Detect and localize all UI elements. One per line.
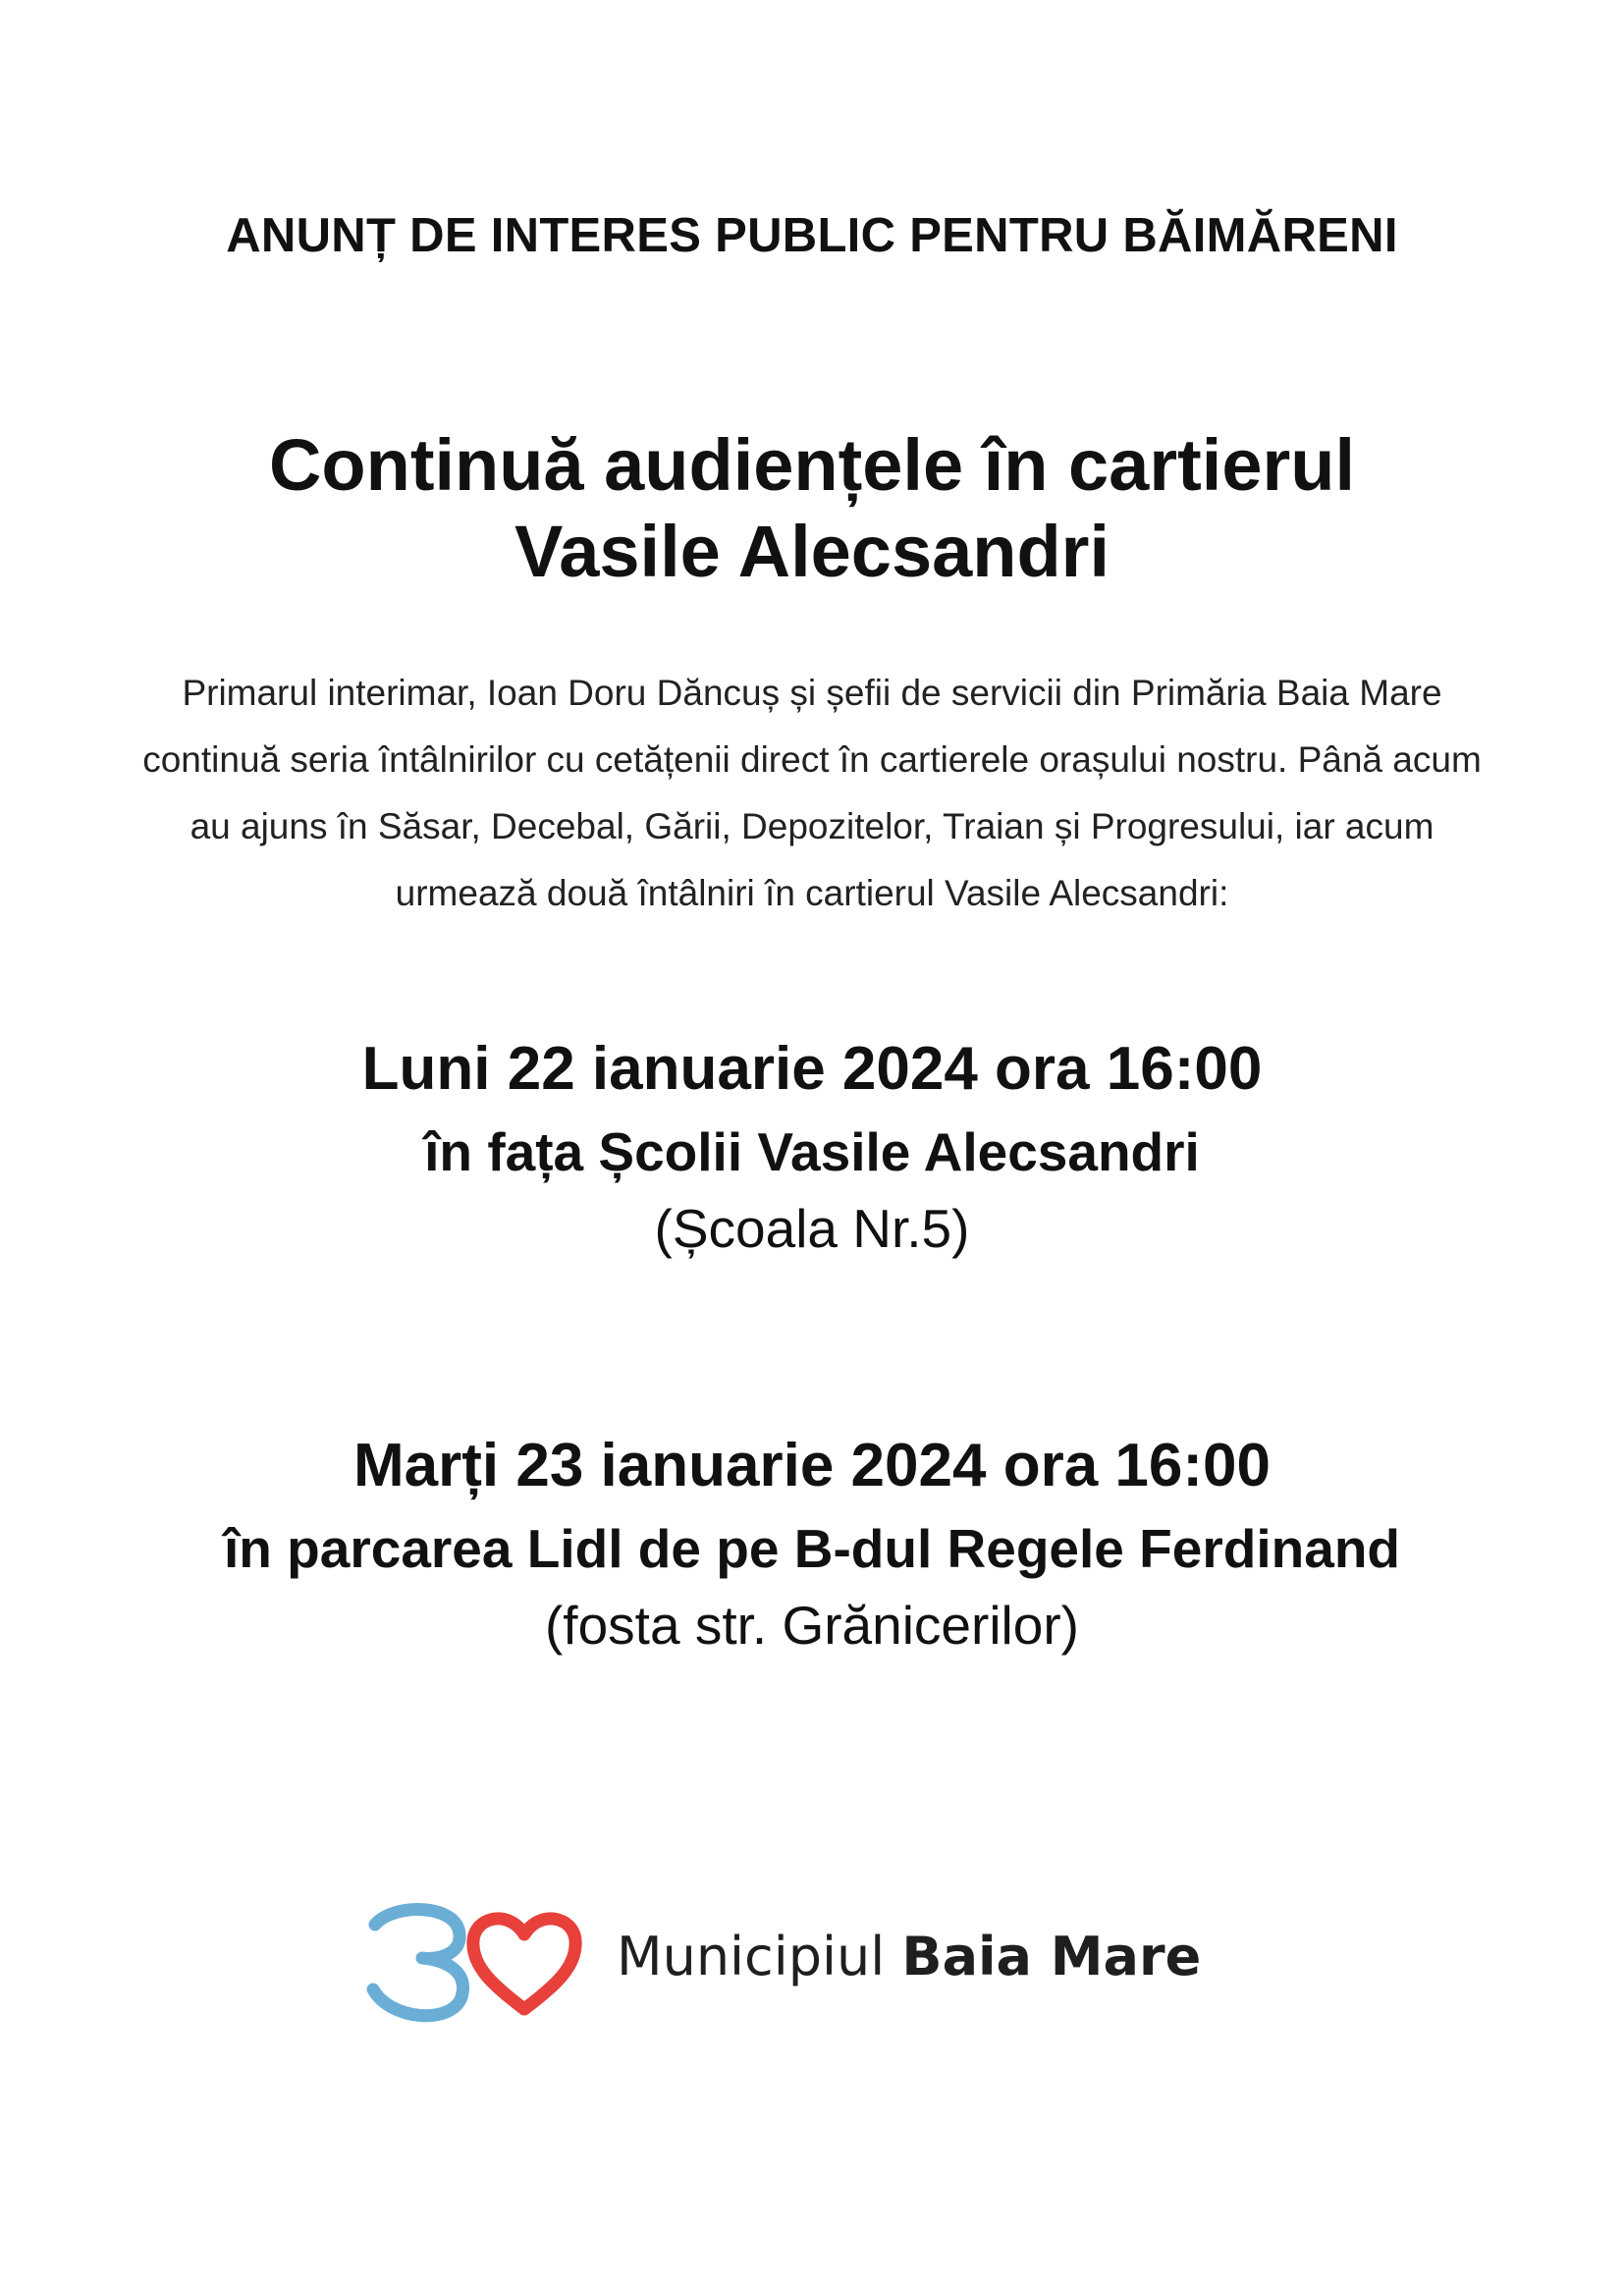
event-1-place: în fața Școlii Vasile Alecsandri	[424, 1121, 1200, 1182]
event-1-date: Luni 22 ianuarie 2024 ora 16:00	[361, 1035, 1263, 1103]
headline	[0, 422, 1624, 595]
intro-paragraph	[0, 660, 1624, 927]
municipality-logo	[363, 1895, 1247, 2023]
logo-heart-shape	[473, 1919, 575, 2009]
intro-line: Primarul interimar, Ioan Doru Dăncuș și șefii de servicii din Primăria Baia Mare	[182, 673, 1442, 713]
logo-text-regular: Municipiul	[617, 1926, 886, 1987]
headline-line-2: Vasile Alecsandri	[514, 511, 1110, 592]
event-2-place: în parcarea Lidl de pe B-dul Regele Ferdinand	[223, 1518, 1401, 1579]
intro-line: urmează două întâlniri în cartierul Vasile Alecsandri:	[395, 873, 1229, 913]
event-2-date: Marți 23 ianuarie 2024 ora 16:00	[353, 1432, 1271, 1499]
logo-text-bold: Baia Mare	[901, 1926, 1202, 1987]
event-1-note: (Școala Nr.5)	[654, 1198, 970, 1259]
logo-3m-heart-icon	[363, 1895, 599, 2023]
intro-line: au ajuns în Săsar, Decebal, Gării, Depozitelor, Traian și Progresului, iar acum	[189, 806, 1435, 846]
intro-line: continuă seria întâlnirilor cu cetățenii direct în cartierele orașului nostru. Până acum	[142, 739, 1482, 780]
logo-wordmark	[617, 1925, 1201, 1989]
notice-kicker: ANUNȚ DE INTERES PUBLIC PENTRU BĂIMĂRENI	[226, 209, 1398, 262]
logo-three-shape	[373, 1910, 463, 2016]
event-2-note: (fosta str. Grănicerilor)	[544, 1595, 1079, 1656]
headline-line-1: Continuă audiențele în cartierul	[268, 424, 1356, 506]
